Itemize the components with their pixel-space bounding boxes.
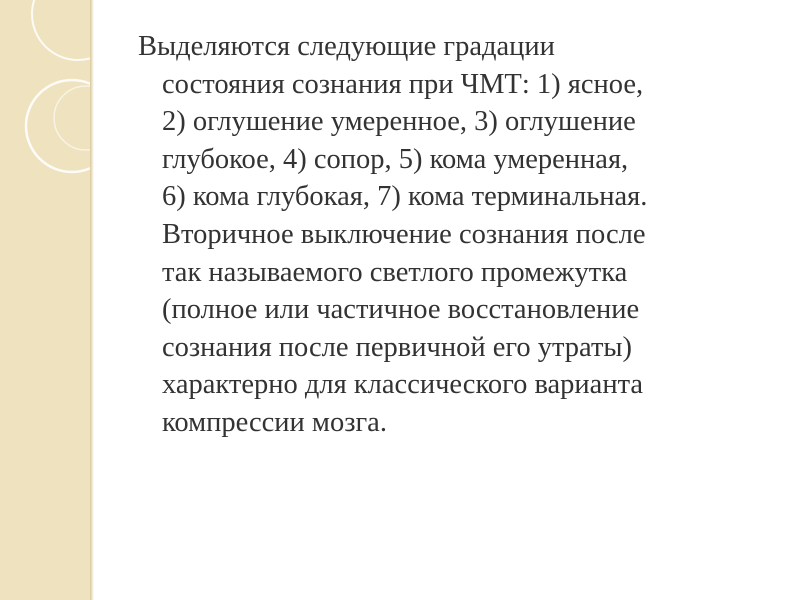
panel-divider xyxy=(90,0,94,600)
body-line: 6) кома глубокая, 7) кома терминальная. xyxy=(162,181,648,213)
decorative-side-panel xyxy=(0,0,90,600)
body-line: характерно для классического варианта xyxy=(162,369,644,401)
slide-body-text xyxy=(138,28,778,442)
decorative-rings-icon xyxy=(0,0,90,600)
body-line: компрессии мозга. xyxy=(162,406,387,438)
body-line: Вторичное выключение сознания после xyxy=(162,218,646,250)
body-line: Выделяются следующие градации xyxy=(138,31,555,62)
body-line: глубокое, 4) сопор, 5) кома умеренная, xyxy=(162,143,629,175)
body-line: (полное или частичное восстановление xyxy=(162,294,640,326)
body-line: 2) оглушение умеренное, 3) оглушение xyxy=(162,106,636,138)
body-line: сознания после первичной его утраты) xyxy=(162,331,633,363)
body-line: так называемого светлого промежутка xyxy=(162,256,628,288)
body-line: состояния сознания при ЧМТ: 1) ясное, xyxy=(162,68,644,100)
